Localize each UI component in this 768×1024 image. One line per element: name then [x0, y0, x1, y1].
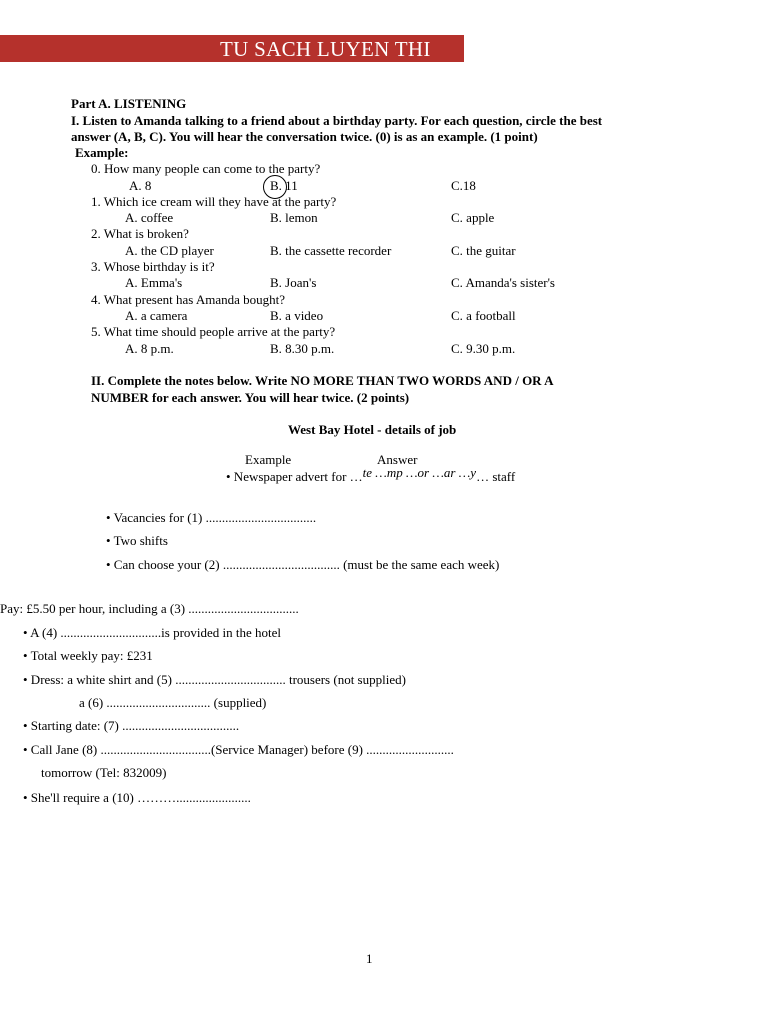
- option-1-b: B. lemon: [270, 210, 318, 225]
- question-5: 5. What time should people arrive at the party?: [91, 324, 336, 339]
- option-1-c: C. apple: [451, 210, 495, 225]
- example-note-suffix: … staff: [476, 469, 516, 484]
- option-0-b: B. 11: [270, 178, 298, 193]
- option-3-c: C. Amanda's sister's: [451, 275, 555, 290]
- option-0-a: A. 8: [129, 178, 152, 193]
- bullet-dress: • Dress: a white shirt and (5) .................................. trousers (not supplied): [23, 672, 406, 687]
- pay-line: Pay: £5.50 per hour, including a (3) ..................................: [0, 601, 299, 616]
- option-4-a: A. a camera: [125, 308, 188, 323]
- option-3-a: A. Emma's: [125, 275, 183, 290]
- notes-title: West Bay Hotel - details of job: [288, 422, 457, 437]
- part-a-instruction-line-1: I. Listen to Amanda talking to a friend about a birthday party. For each question, circle the best: [71, 113, 603, 128]
- part-b-instruction-line-1: II. Complete the notes below. Write NO MORE THAN TWO WORDS AND / OR A: [91, 373, 554, 388]
- option-5-c: C. 9.30 p.m.: [451, 341, 516, 356]
- option-1-a: A. coffee: [125, 210, 174, 225]
- question-3: 3. Whose birthday is it?: [91, 259, 215, 274]
- option-3-b: B. Joan's: [270, 275, 317, 290]
- example-handwritten-answer: te …mp …or …ar …y: [362, 465, 477, 480]
- bullet-accommodation: • A (4) ...............................is provided in the hotel: [23, 625, 282, 640]
- option-2-c: C. the guitar: [451, 243, 516, 258]
- question-0: 0. How many people can come to the party?: [91, 161, 321, 176]
- option-4-c: C. a football: [451, 308, 516, 323]
- bullet-require: • She'll require a (10) ……….......................: [23, 790, 251, 805]
- option-0-c: C.18: [451, 178, 476, 193]
- bullet-dress-supplied: a (6) ................................ (supplied): [79, 695, 267, 710]
- option-5-b: B. 8.30 p.m.: [270, 341, 335, 356]
- note-vacancies: • Vacancies for (1) ..................................: [106, 510, 317, 525]
- example-column-label: Example: [245, 452, 292, 467]
- option-2-b: B. the cassette recorder: [270, 243, 392, 258]
- example-note-line: [226, 465, 516, 485]
- example-label: Example:: [75, 145, 129, 160]
- bullet-starting-date: • Starting date: (7) ....................................: [23, 718, 240, 733]
- part-a-instruction-line-2: answer (A, B, C). You will hear the conversation twice. (0) is as an example. (1 point): [71, 129, 538, 144]
- bullet-call-jane-tel: tomorrow (Tel: 832009): [41, 765, 167, 780]
- option-2-a: A. the CD player: [125, 243, 214, 258]
- bullet-call-jane: • Call Jane (8) ..................................(Service Manager) before (9) ...........................: [23, 742, 454, 757]
- answer-column-label: Answer: [377, 452, 418, 467]
- question-1: 1. Which ice cream will they have at the party?: [91, 194, 337, 209]
- option-4-b: B. a video: [270, 308, 324, 323]
- part-a-heading: Part A. LISTENING: [71, 96, 187, 111]
- question-4: 4. What present has Amanda bought?: [91, 292, 285, 307]
- part-b-instruction-line-2: NUMBER for each answer. You will hear twice. (2 points): [91, 390, 410, 405]
- bullet-total-pay: • Total weekly pay: £231: [23, 648, 153, 663]
- note-shifts: • Two shifts: [106, 533, 168, 548]
- note-choose: • Can choose your (2) .................................... (must be the same each week): [106, 557, 500, 572]
- question-2: 2. What is broken?: [91, 226, 189, 241]
- header-title: TU SACH LUYEN THI: [220, 37, 431, 61]
- page-number: 1: [366, 951, 373, 966]
- option-5-a: A. 8 p.m.: [125, 341, 174, 356]
- example-note-prefix: • Newspaper advert for …: [226, 469, 363, 484]
